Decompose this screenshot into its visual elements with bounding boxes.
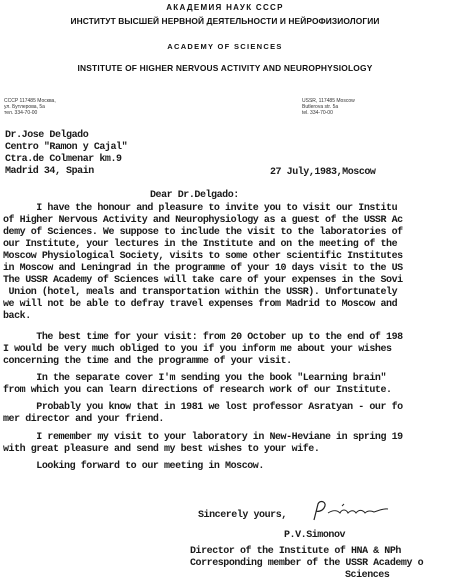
body-line: In the separate cover I'm sending you the book "Learning brain"	[3, 373, 387, 384]
body-line: in Moscow and Leningrad in the programme of your 10 days visit to the US	[3, 263, 403, 274]
body-line: The USSR Academy of Sciences will take care of your expenses in the Sovi	[3, 275, 403, 286]
letterhead-institute-en: INSTITUTE OF HIGHER NERVOUS ACTIVITY AND NEUROPHYSIOLOGY	[77, 63, 373, 73]
body-line: I remember my visit to your laboratory in New-Heviane in spring 19	[3, 432, 403, 443]
body-line: we will not be able to defray travel expenses from Madrid to Moscow and	[3, 299, 398, 310]
body-line: demy of Sciences. We suppose to include the visit to the laboratories of	[3, 227, 403, 238]
letter-date: 27 July,1983,Moscow	[270, 167, 376, 178]
body-line: with great pleasure and send my best wishes to your wife.	[3, 444, 320, 455]
signer-title-continued: Sciences	[345, 570, 390, 581]
body-line: our Institute, your lectures in the Institute and on the meeting of the	[3, 239, 398, 250]
closing: Sincerely yours,	[198, 510, 287, 521]
address-en: USSR, 117485 Moscow Butlerova str. 5a tel. 334-70-00	[302, 98, 355, 116]
handwritten-signature	[308, 500, 398, 524]
body-line: from which you can learn directions of research work of our Institute.	[3, 385, 392, 396]
body-line: mer director and your friend.	[3, 414, 164, 425]
body-line: I would be very much obliged to you if you inform me about your wishes	[3, 344, 392, 355]
body-line: of Higher Nervous Activity and Neurophysiology as a guest of the USSR Ac	[3, 215, 403, 226]
letterhead-academy-ru: АКАДЕМИЯ НАУК СССР	[166, 3, 284, 12]
body-line: I have the honour and pleasure to invite you to visit our Institu	[3, 203, 398, 214]
recipient-address: Dr.Jose Delgado Centro "Ramon y Cajal" Ctra.de Colmenar km.9 Madrid 34, Spain	[5, 130, 128, 177]
signer-title: Director of the Institute of HNA & NPh Corresponding member of the USSR Academy o	[190, 546, 424, 569]
body-line: Moscow Physiological Society, visits to some other scientific Institutes	[3, 251, 403, 262]
body-line: Probably you know that in 1981 we lost professor Asratyan - our fo	[3, 402, 403, 413]
body-line: Union (hotel, meals and transportation within the USSR). Unfortunately	[3, 287, 398, 298]
address-ru: СССР 117485 Москва, ул. Бутлерова, 5а тел. 334-70-00	[4, 98, 56, 116]
letterhead-institute-ru: ИНСТИТУТ ВЫСШЕЙ НЕРВНОЙ ДЕЯТЕЛЬНОСТИ И НЕЙРОФИЗИОЛОГИИ	[70, 16, 380, 26]
salutation: Dear Dr.Delgado:	[150, 190, 239, 201]
body-line: concerning the time and the programme of your visit.	[3, 356, 292, 367]
body-line: Looking forward to our meeting in Moscow.	[3, 461, 264, 472]
body-line: back.	[3, 311, 31, 322]
signer-name: P.V.Simonov	[284, 530, 346, 541]
letterhead-academy-en: ACADEMY OF SCIENCES	[167, 42, 283, 51]
body-line: The best time for your visit: from 20 October up to the end of 198	[3, 332, 403, 343]
